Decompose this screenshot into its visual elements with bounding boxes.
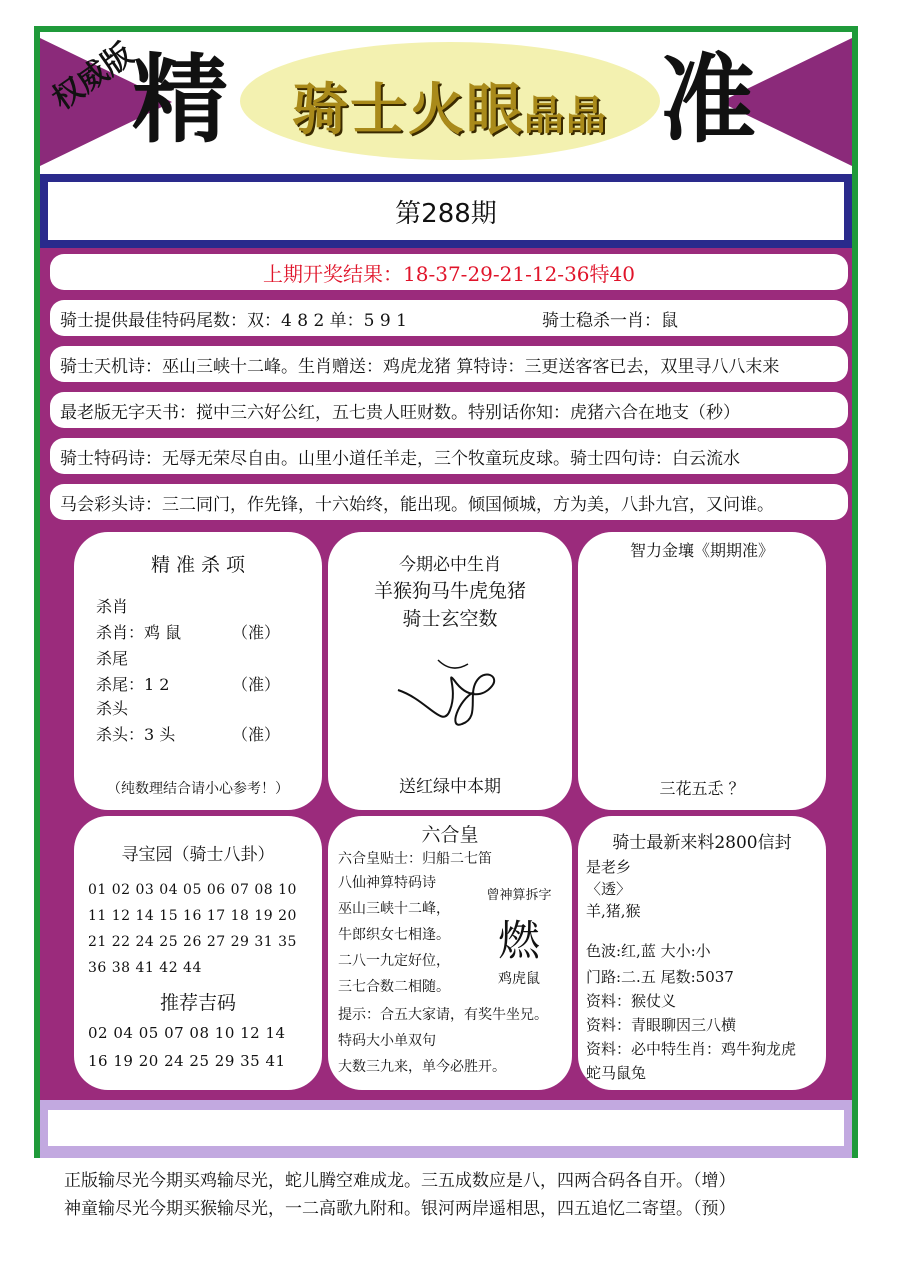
envelope-card <box>578 816 826 1090</box>
kill-card-title: 精 准 杀 项 <box>150 554 246 576</box>
kill-one: 骑士稳杀一肖：鼠 <box>542 310 678 331</box>
split-char-result: 鸡虎鼠 <box>498 971 540 987</box>
split-char: 燃 <box>497 916 540 965</box>
must-win-zodiacs: 羊猴狗马牛虎兔猪 <box>373 580 526 602</box>
last-result: 上期开奖结果：18-37-29-21-12-36特40 <box>50 254 848 290</box>
tail-row <box>50 300 848 336</box>
recommend-numbers-1: 02 04 05 07 08 10 12 14 <box>88 1024 286 1042</box>
treasure-numbers-4: 36 38 41 42 44 <box>88 960 202 976</box>
envelope-line-8: 资料：必中特生肖：鸡牛狗龙虎 <box>586 1040 797 1058</box>
kill-tail-label: 杀尾 <box>96 649 129 668</box>
kill-head: 杀头：3 头 <box>96 725 176 744</box>
treasure-numbers-2: 11 12 14 15 16 17 18 19 20 <box>88 908 297 924</box>
kill-zodiac-mark: （准） <box>232 623 281 642</box>
logo-main: 骑士火眼 <box>292 77 524 143</box>
wisdom-card <box>578 532 826 810</box>
envelope-line-7: 资料：青眼聊因三八横 <box>586 1016 737 1034</box>
logo-title <box>250 66 650 146</box>
signature-icon <box>388 650 518 740</box>
treasure-numbers-3: 21 22 24 25 26 27 29 31 35 <box>88 934 297 950</box>
kill-head-mark: （准） <box>232 725 281 744</box>
poem-row-2: 最老版无字天书：搅中三六好公红，五七贵人旺财数。特别话你知：虎猪六合在地支（秒） <box>50 392 848 428</box>
liuhe-sentence: 大数三九来，单今必胜开。 <box>338 1059 506 1075</box>
footer-line-1: 正版输尽光今期买鸡输尽光，蛇儿腾空难成龙。三五成数应是八，四两合码各自开。（增） <box>64 1171 736 1191</box>
header-right-char: 准 <box>660 44 756 156</box>
treasure-card <box>74 816 322 1090</box>
kill-tail: 杀尾：1 2 <box>96 675 170 694</box>
liuhe-card <box>328 816 572 1090</box>
kill-head-label: 杀头 <box>96 699 129 718</box>
liuhe-poem-title: 八仙神算特码诗 <box>338 875 436 891</box>
footer-line-2: 神童输尽光今期买猴输尽光，一二高歌九附和。银河两岸遥相思，四五追忆二寄望。（预） <box>64 1199 736 1219</box>
page-frame <box>34 26 858 1158</box>
liuhe-tip: 六合皇贴士：归船二七笛 <box>338 851 492 867</box>
issue-band <box>40 174 852 248</box>
poem-row-1: 骑士天机诗：巫山三峡十二峰。生肖赠送：鸡虎龙猪 算特诗：三更送客客已去，双里寻八八末来 <box>50 346 848 382</box>
envelope-line-4: 色波:红,蓝 大小:小 <box>586 942 711 960</box>
header-left-char: 精 <box>132 44 228 156</box>
must-win-footer: 送红绿中本期 <box>399 777 501 797</box>
split-char-title: 曾神算拆字 <box>486 888 552 903</box>
must-win-title: 今期必中生肖 <box>399 555 501 575</box>
liuhe-poem-4: 三七合数二相随。 <box>338 979 450 995</box>
envelope-line-6: 资料：猴仗义 <box>586 992 677 1010</box>
poem-row-4: 马会彩头诗：三二同门，作先锋，十六始终，能出现。倾国倾城，方为美，八卦九宫，又问谁。 <box>50 484 848 520</box>
liuhe-poem-3: 二八一九定好位， <box>338 953 450 969</box>
kill-zodiac-label: 杀肖 <box>96 597 129 616</box>
bottom-blank <box>48 1110 844 1146</box>
must-win-card <box>328 532 572 810</box>
logo-small: 晶晶 <box>524 92 608 139</box>
liuhe-poem-2: 牛郎织女七相逢。 <box>338 927 450 943</box>
wisdom-title: 智力金壤《期期准》 <box>629 541 774 560</box>
envelope-line-3: 羊,猪,猴 <box>586 902 641 920</box>
envelope-title: 骑士最新来料2800信封 <box>612 833 792 853</box>
mystic-number-title: 骑士玄空数 <box>402 608 498 630</box>
kill-card-note: （纯数理结合请小心参考！） <box>107 781 289 797</box>
recommend-title: 推荐吉码 <box>159 992 236 1014</box>
header <box>40 32 852 174</box>
poem-row-3: 骑士特码诗：无辱无荣尽自由。山里小道任羊走，三个牧童玩皮球。骑士四句诗：白云流水 <box>50 438 848 474</box>
liuhe-sentence-title: 特码大小单双句 <box>338 1033 436 1049</box>
kill-tail-mark: （准） <box>232 675 281 694</box>
treasure-title: 寻宝园（骑士八卦） <box>121 845 275 865</box>
kill-items-card <box>74 532 322 810</box>
envelope-line-2: 〈透〉 <box>586 880 632 898</box>
bottom-bar <box>40 1100 852 1158</box>
liuhe-poem-1: 巫山三峡十二峰， <box>338 901 450 917</box>
wisdom-footer: 三花五忎 ？ <box>659 779 745 798</box>
treasure-numbers-1: 01 02 03 04 05 06 07 08 10 <box>88 882 297 898</box>
envelope-line-1: 是老乡 <box>586 858 632 876</box>
kill-zodiac: 杀肖：鸡 鼠 <box>96 623 182 642</box>
liuhe-hint: 提示：合五大家请，有奖牛坐兄。 <box>338 1007 548 1023</box>
envelope-line-5: 门路:二.五 尾数:5037 <box>586 968 734 986</box>
authority-stamp: 权威版 <box>46 36 140 118</box>
envelope-line-9: 蛇马鼠兔 <box>586 1064 647 1082</box>
tail-numbers: 骑士提供最佳特码尾数：双：4 8 2 单：5 9 1 <box>60 310 407 331</box>
issue-number: 第288期 <box>48 182 844 240</box>
liuhe-title: 六合皇 <box>421 824 479 846</box>
recommend-numbers-2: 16 19 20 24 25 29 35 41 <box>88 1052 286 1070</box>
